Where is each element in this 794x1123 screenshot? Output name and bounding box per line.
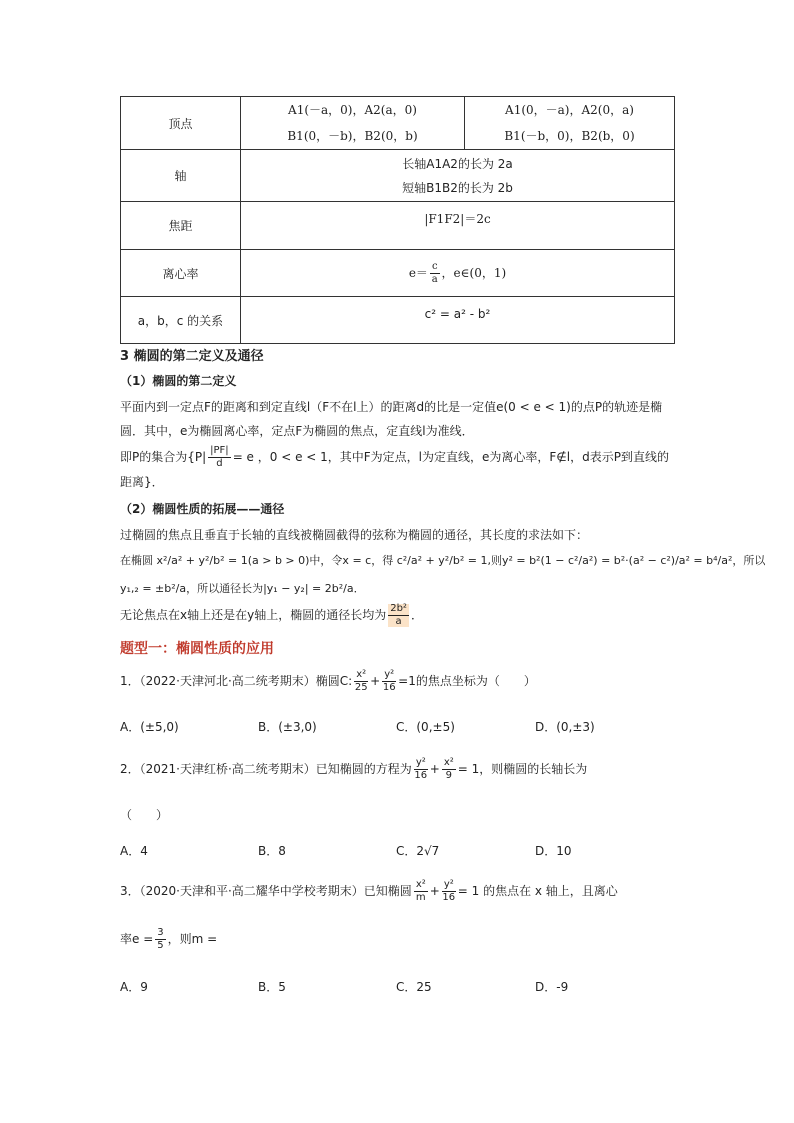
q-suffix: =1的焦点坐标为（ ） bbox=[398, 674, 536, 688]
paragraph bbox=[120, 552, 766, 598]
vertex-a-line: A1(－a，0)，A2(a，0) bbox=[288, 103, 417, 117]
vertex-x-axis bbox=[241, 97, 465, 150]
paragraph-line: 在椭圆 x²/a² + y²/b² = 1(a > b > 0)中，令x = c，得 c²/a² + y²/b² = 1,则y² = b²(1 − c²/a²) = b²·(a² − c²)/a² = b⁴/a²，所以 bbox=[120, 554, 766, 567]
frac-num: x² bbox=[415, 879, 426, 890]
option-c[interactable]: C．2√7 bbox=[396, 844, 440, 858]
frac-num: x² bbox=[443, 757, 454, 768]
q-suffix: = 1 的焦点在 x 轴上，且离心 bbox=[457, 884, 618, 898]
frac-num: y² bbox=[443, 879, 454, 890]
ellipse-properties-table bbox=[120, 96, 675, 344]
eccentricity-cell bbox=[241, 250, 675, 297]
frac-den: 16 bbox=[414, 770, 428, 781]
q-prefix: 3．（2020·天津和平·高二耀华中学校考期末）已知椭圆 bbox=[120, 884, 412, 898]
latus-prefix: 无论焦点在x轴上还是在y轴上，椭圆的通径长均为 bbox=[120, 608, 387, 622]
latus-den: a bbox=[395, 616, 402, 627]
row-label: a，b，c 的关系 bbox=[121, 297, 241, 344]
option-b[interactable]: B．8 bbox=[258, 844, 286, 858]
subsection-title: （1）椭圆的第二定义 bbox=[120, 374, 237, 388]
latus-num: 2b² bbox=[390, 603, 407, 614]
ecc-suffix: ，e∈(0，1) bbox=[441, 265, 507, 280]
row-label: 顶点 bbox=[121, 97, 241, 150]
question-3-stem: 3．（2020·天津和平·高二耀华中学校考期末）已知椭圆 $\frac{\text{x²}}{m}$ + $\frac{\text{y²}}{16}$ = 1 的焦点在 x 轴上，且离心 bbox=[120, 879, 618, 903]
ecc-den: a bbox=[431, 273, 438, 285]
set-prefix: 即P的集合为{P| bbox=[120, 450, 207, 464]
frac-num: 3 bbox=[157, 927, 164, 938]
vertex-a-line: A1(0，－a)，A2(0，a) bbox=[505, 103, 634, 117]
frac-den: m bbox=[415, 892, 426, 903]
option-d[interactable]: D．(0,±3) bbox=[535, 720, 595, 734]
option-a[interactable]: A．9 bbox=[120, 980, 148, 994]
paragraph-line: 圆．其中，e为椭圆离心率，定点F为椭圆的焦点，定直线l为准线． bbox=[120, 424, 474, 438]
row-label: 焦距 bbox=[121, 202, 241, 250]
option-c[interactable]: C．(0,±5) bbox=[396, 720, 455, 734]
option-d[interactable]: D．10 bbox=[535, 844, 572, 858]
frac-num: y² bbox=[415, 757, 426, 768]
frac-den: 16 bbox=[442, 892, 456, 903]
table-row-axis bbox=[121, 150, 675, 202]
paragraph bbox=[120, 398, 700, 440]
question-2-stem: 2．（2021·天津红桥·高二统考期末）已知椭圆的方程为 $\frac{\text{y²}}{16}$ + $\frac{\text{x²}}{9}$ = 1，则椭圆的长轴长为 bbox=[120, 757, 588, 781]
table-row-focal bbox=[121, 202, 675, 250]
frac-num: x² bbox=[356, 669, 367, 680]
table-row-eccentricity bbox=[121, 250, 675, 297]
paragraph: 过椭圆的焦点且垂直于长轴的直线被椭圆截得的弦称为椭圆的通径，其长度的求法如下： bbox=[120, 528, 589, 542]
q-prefix: 2．（2021·天津红桥·高二统考期末）已知椭圆的方程为 bbox=[120, 762, 412, 776]
set-suffix: = e ，0 < e < 1，其中F为定点，l为定直线，e为离心率，F∉l，d表示P到直线的 bbox=[232, 450, 669, 464]
frac-den: 9 bbox=[445, 770, 452, 781]
minor-axis-text: 短轴B1B2的长为 2b bbox=[402, 180, 513, 195]
option-d[interactable]: D．-9 bbox=[535, 980, 569, 994]
paragraph-line: 距离}． bbox=[120, 475, 164, 489]
major-axis-text: 长轴A1A2的长为 2a bbox=[402, 156, 513, 171]
answer-paren: （ ） bbox=[120, 808, 169, 822]
q-prefix: 1．（2022·天津河北·高二统考期末）椭圆C: bbox=[120, 674, 353, 688]
paragraph-line: y₁,₂ = ±b²/a，所以通径长为|y₁ − y₂| = 2b²/a． bbox=[120, 582, 365, 595]
set-den: d bbox=[216, 458, 223, 469]
relation-text: c² = a² - b² bbox=[241, 297, 675, 344]
section-title: 3 椭圆的第二定义及通径 bbox=[120, 349, 264, 364]
q-suffix: = 1，则椭圆的长轴长为 bbox=[457, 762, 588, 776]
ecc-num: c bbox=[431, 260, 438, 272]
option-a[interactable]: A．(±5,0) bbox=[120, 720, 179, 734]
row-label: 离心率 bbox=[121, 250, 241, 297]
question-3-line2 bbox=[120, 928, 700, 951]
option-b[interactable]: B．5 bbox=[258, 980, 286, 994]
question-type-title: 题型一：椭圆性质的应用 bbox=[120, 641, 274, 657]
option-c[interactable]: C．25 bbox=[396, 980, 432, 994]
latus-suffix: ． bbox=[410, 608, 423, 622]
question-1-stem: 1．（2022·天津河北·高二统考期末）椭圆C: $\frac{\text{x²}}{25}$ + $\frac{\text{y²}}{16}$ =1的焦点坐标为（ ） bbox=[120, 669, 536, 693]
table-row-relation bbox=[121, 297, 675, 344]
vertex-b-line: B1(－b，0)，B2(b，0) bbox=[504, 129, 635, 143]
axis-cell bbox=[241, 150, 675, 202]
option-a[interactable]: A．4 bbox=[120, 844, 148, 858]
vertex-b-line: B1(0，－b)，B2(0，b) bbox=[287, 129, 418, 143]
frac-den: 16 bbox=[382, 682, 396, 693]
frac-den: 5 bbox=[157, 940, 164, 951]
option-b[interactable]: B．(±3,0) bbox=[258, 720, 317, 734]
frac-den: 25 bbox=[354, 682, 368, 693]
paragraph bbox=[120, 446, 700, 491]
table-row-vertex bbox=[121, 97, 675, 150]
ecc-prefix: e＝ bbox=[408, 265, 428, 280]
subsection-title: （2）椭圆性质的拓展——通径 bbox=[120, 502, 285, 516]
row-label: 轴 bbox=[121, 150, 241, 202]
set-num: |PF| bbox=[210, 445, 229, 456]
focal-distance-text: |F1F2|＝2c bbox=[241, 202, 675, 250]
frac-num: y² bbox=[384, 669, 395, 680]
q-prefix: 率e = bbox=[120, 932, 154, 946]
vertex-y-axis bbox=[465, 97, 675, 150]
q-suffix: ，则m = bbox=[167, 932, 218, 946]
paragraph bbox=[120, 604, 700, 627]
paragraph-line: 平面内到一定点F的距离和到定直线l（F不在l上）的距离d的比是一定值e(0 < e < 1)的点P的轨迹是椭 bbox=[120, 400, 663, 414]
